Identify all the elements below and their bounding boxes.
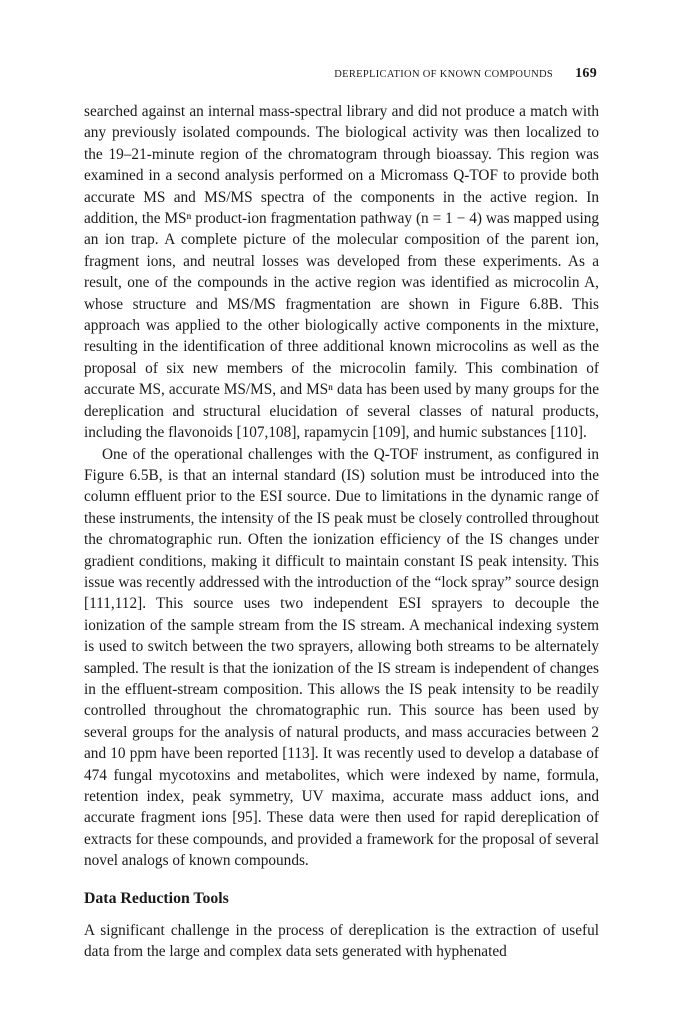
body-text [84,101,599,872]
section-paragraph: A significant challenge in the process of dereplication is the extraction of useful data from the large and complex data sets generated with hyphenated [84,922,599,961]
page-number: 169 [575,66,597,81]
running-title: DEREPLICATION OF KNOWN COMPOUNDS [334,69,553,80]
running-head [84,66,599,84]
paragraph-continued: searched against an internal mass-spectral library and did not produce a match with any previously isolated compounds. The biological activity was then localized to the 19–21-minute region of the chromatogram through bioassay. This region was examined in a second analysis performed on a Micromass Q-TOF to provide both accurate MS and MS/MS spectra of the components in the active region. In addition, the MSⁿ product-ion fragmentation pathway (n = 1 − 4) was mapped using an ion trap. A complete picture of the molecular composition of the parent ion, fragment ions, and neutral losses was developed from these experiments. As a result, one of the compounds in the active region was identified as microcolin A, whose structure and MS/MS fragmentation are shown in Figure 6.8B. This approach was applied to the other biologically active components in the mixture, resulting in the identification of three additional known microcolins as well as the proposal of six new members of the microcolin family. This combination of accurate MS, accurate MS/MS, and MSⁿ data has been used by many groups for the dereplication and structural elucidation of several classes of natural products, including the flavonoids [107,108], rapamycin [109], and humic substances [110]. [84,103,599,442]
section-heading: Data Reduction Tools [84,890,229,907]
paragraph-lock-spray: One of the operational challenges with the Q-TOF instrument, as configured in Figure 6.5B, is that an internal standard (IS) solution must be introduced into the column effluent prior to the ESI source. Due to limitations in the dynamic range of these instruments, the intensity of the IS peak must be closely controlled throughout the chromatographic run. Often the ionization efficiency of the IS changes under gradient conditions, making it difficult to maintain constant IS peak intensity. This issue was recently addressed with the introduction of the “lock spray” source design [111,112]. This source uses two independent ESI sprayers to decouple the ionization of the sample stream from the IS stream. A mechanical indexing system is used to switch between the two sprayers, allowing both streams to be alternately sampled. The result is that the ionization of the IS stream is independent of changes in the effluent-stream composition. This allows the IS peak intensity to be readily controlled throughout the chromatographic run. This source has been used by several groups for the analysis of natural products, and mass accuracies between 2 and 10 ppm have been reported [113]. It was recently used to develop a database of 474 fungal mycotoxins and metabolites, which were indexed by name, formula, retention index, peak symmetry, UV maxima, accurate mass adduct ions, and accurate fragment ions [95]. These data were then used for rapid dereplication of extracts for these compounds, and provided a framework for the proposal of several novel analogs of known compounds. [84,445,599,870]
